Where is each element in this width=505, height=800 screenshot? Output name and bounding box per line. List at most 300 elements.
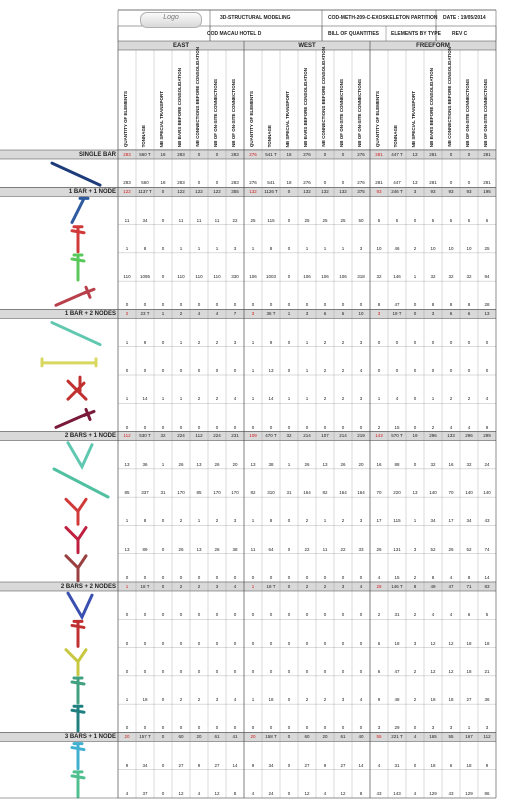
element-row-cell: 8 [449, 302, 453, 308]
element-row-cell: 0 [377, 368, 381, 373]
element-row-cell: 0 [413, 217, 417, 223]
element-row-cell: 2 [413, 575, 417, 580]
element-row-cell: 0 [485, 339, 489, 345]
summary-cell: 3 [305, 310, 309, 316]
element-row-cell: 2 [323, 396, 327, 402]
element-row-cell: 4 [413, 791, 417, 796]
element-row-cell: 0 [161, 546, 165, 552]
element-row-cell: 0 [269, 575, 273, 580]
summary-cell: 13 [484, 310, 490, 316]
summary-cell: 281 [429, 151, 437, 157]
element-row-cell: 31 [286, 490, 292, 496]
element-row-cell: 0 [287, 302, 291, 308]
summary-cell: 4 [215, 310, 219, 316]
element-row-cell: 0 [341, 302, 345, 308]
summary-cell: 157 T [139, 733, 151, 739]
element-row-cell: 13 [250, 461, 256, 467]
element-illustration [66, 650, 86, 675]
element-row-cell: 1 [287, 396, 291, 402]
element-row-cell: 0 [161, 612, 165, 618]
element-row-cell: 0 [179, 725, 183, 731]
element-row-cell: 140 [429, 490, 437, 496]
element-row-cell: 0 [179, 640, 183, 646]
summary-cell: 355 [231, 188, 239, 194]
element-illustration [72, 678, 84, 703]
summary-cell: 18 [160, 151, 166, 157]
element-row-cell: 106 [321, 274, 329, 280]
element-row-cell: 2 [467, 396, 471, 402]
element-row-cell: 560 [141, 180, 149, 186]
element-row-cell: 14 [142, 396, 148, 402]
element-row-cell: 52 [466, 546, 472, 552]
element-row-cell: 1 [179, 396, 183, 402]
element-row-cell: 0 [305, 612, 309, 618]
summary-cell: 112 [483, 733, 491, 739]
element-row-cell: 4 [395, 396, 399, 402]
element-row-cell: 1 [215, 245, 219, 251]
summary-cell: 560 T [139, 151, 151, 157]
summary-cell: 283 [231, 151, 239, 157]
element-row-cell: 34 [268, 762, 274, 768]
element-shape [68, 377, 86, 399]
element-row-cell: 3 [377, 725, 381, 731]
element-row-cell: 110 [123, 274, 131, 280]
category-label: 1 BAR + 1 NODE [68, 188, 116, 195]
element-row-cell: 0 [323, 668, 327, 674]
element-row-cell: 2 [377, 424, 381, 430]
element-row-cell: 22 [232, 217, 238, 223]
column-header-2-2: NB SPECIAL TRANSPORT [411, 90, 416, 147]
element-row-cell: 1095 [139, 274, 150, 280]
summary-cell: 2 [179, 583, 183, 589]
element-row-cell: 11 [322, 546, 328, 552]
element-row-cell: 0 [125, 575, 129, 580]
element-row-cell: 0 [287, 791, 291, 796]
element-row-cell: 4 [467, 424, 471, 430]
element-row-cell: 34 [430, 518, 436, 524]
element-row-cell: 4 [125, 791, 129, 796]
summary-cell: 40 [358, 733, 364, 739]
element-row-cell: 164 [357, 490, 365, 496]
group-title-east: EAST [172, 43, 189, 49]
column-header-1-4: NB CONNECTIONS BEFORE CONSOLIDATION [321, 47, 326, 147]
element-row-cell: 0 [323, 575, 327, 580]
element-row-cell: 0 [233, 368, 237, 373]
column-header-2-0: QUANTITY OF ELEMENTS [375, 90, 380, 147]
column-header-1-1: TONNAGE [267, 124, 272, 147]
element-row-cell: 3 [485, 725, 489, 731]
summary-cell: 122 [123, 188, 131, 194]
element-row-cell: 12 [178, 791, 184, 796]
summary-cell: 2 [125, 310, 129, 316]
element-row-cell: 0 [215, 180, 219, 186]
column-header-0-0: QUANTITY OF ELEMENTS [123, 90, 128, 147]
element-row-cell: 170 [177, 490, 185, 496]
element-row-cell: 18 [394, 640, 400, 646]
element-row-cell: 0 [197, 575, 201, 580]
doc-reference: COD-METH-209-C-EXOSKELETON PARTITION [328, 15, 438, 21]
summary-cell: 2 [323, 583, 327, 589]
element-row-cell: 0 [449, 180, 453, 186]
summary-cell: 6 [467, 310, 471, 316]
element-row-cell: 0 [287, 697, 291, 703]
summary-cell: 1137 T [138, 188, 152, 194]
element-row-cell: 0 [179, 368, 183, 373]
element-row-cell: 0 [449, 339, 453, 345]
element-row-cell: 5 [467, 217, 471, 223]
element-row-cell: 220 [393, 490, 401, 496]
element-row-cell: 0 [431, 339, 435, 345]
element-shape [72, 678, 84, 703]
summary-cell: 93 [448, 188, 454, 194]
column-header-1-3: NB BARS BEFORE CONSOLIDATION [303, 67, 308, 147]
element-row-cell: 0 [269, 424, 273, 430]
element-illustration [72, 227, 84, 252]
summary-cell: 3 [431, 310, 435, 316]
summary-cell: 61 [340, 733, 346, 739]
element-row-cell: 0 [233, 640, 237, 646]
summary-cell: 2 [197, 583, 201, 589]
summary-cell: 112 [123, 433, 131, 439]
element-row-cell: 89 [142, 546, 148, 552]
element-row-cell: 0 [269, 640, 273, 646]
summary-cell: 1 [251, 583, 255, 589]
element-row-cell: 337 [141, 490, 149, 496]
summary-cell: 2 [305, 583, 309, 589]
element-row-cell: 0 [125, 424, 129, 430]
element-row-cell: 17 [448, 518, 454, 524]
category-label: 2 BARS + 1 NODE [64, 433, 116, 440]
element-row-cell: 164 [339, 490, 347, 496]
element-row-cell: 0 [215, 612, 219, 618]
element-row-cell: 0 [197, 368, 201, 373]
element-row-cell: 0 [395, 339, 399, 345]
element-row-cell: 0 [413, 302, 417, 308]
column-header-1-0: QUANTITY OF ELEMENTS [249, 90, 254, 147]
element-row-cell: 0 [305, 302, 309, 308]
element-row-cell: 37 [142, 791, 148, 796]
element-row-cell: 0 [413, 461, 417, 467]
element-row-cell: 0 [287, 762, 291, 768]
element-row-cell: 0 [449, 368, 453, 373]
element-row-cell: 12 [430, 640, 436, 646]
element-illustration [66, 499, 86, 524]
element-row-cell: 22 [304, 546, 310, 552]
element-row-cell: 110 [195, 274, 203, 280]
element-row-cell: 1 [341, 245, 345, 251]
doc-type: BILL OF QUANTITIES [328, 31, 380, 37]
element-row-cell: 32 [430, 461, 436, 467]
summary-cell: 167 [465, 733, 473, 739]
summary-cell: 0 [215, 151, 219, 157]
element-row-cell: 1 [125, 245, 129, 251]
element-row-cell: 276 [357, 180, 365, 186]
element-row-cell: 0 [125, 612, 129, 618]
element-row-cell: 9 [197, 762, 201, 768]
summary-cell: 20 [196, 733, 202, 739]
element-shape [56, 409, 94, 427]
element-row-cell: 3 [413, 546, 417, 552]
element-row-cell: 2 [341, 396, 345, 402]
element-row-cell: 11 [178, 217, 184, 223]
column-header-0-5: NB OF ON-SITE CONNECTIONS [213, 78, 218, 147]
element-row-cell: 143 [393, 791, 401, 796]
element-shape [72, 621, 84, 646]
element-row-cell: 8 [143, 518, 147, 524]
element-row-cell: 18 [466, 640, 472, 646]
summary-cell: 20 [250, 733, 256, 739]
element-row-cell: 13 [412, 490, 418, 496]
element-row-cell: 1 [251, 697, 255, 703]
element-row-cell: 0 [359, 668, 363, 674]
element-illustration [52, 163, 100, 185]
element-row-cell: 5 [377, 217, 381, 223]
element-row-cell: 27 [214, 762, 220, 768]
element-row-cell: 0 [287, 339, 291, 345]
summary-cell: 530 T [139, 433, 151, 439]
element-row-cell: 3 [449, 725, 453, 731]
element-shape [72, 772, 84, 797]
element-row-cell: 1 [125, 396, 129, 402]
element-shape [52, 163, 100, 185]
element-row-cell: 18 [286, 180, 292, 186]
element-illustration [68, 593, 92, 617]
element-row-cell: 4 [449, 612, 453, 618]
summary-cell: 10 [358, 310, 364, 316]
element-row-cell: 0 [233, 302, 237, 308]
element-illustration [68, 377, 86, 399]
element-row-cell: 0 [287, 274, 291, 280]
element-row-cell: 36 [484, 697, 490, 703]
element-row-cell: 0 [287, 612, 291, 618]
element-row-cell: 1 [431, 396, 435, 402]
summary-cell: 276 [249, 151, 257, 157]
element-illustration [56, 409, 94, 427]
element-row-cell: 0 [287, 245, 291, 251]
element-row-cell: 281 [375, 180, 383, 186]
summary-cell: 3 [341, 583, 345, 589]
element-row-cell: 2 [449, 396, 453, 402]
element-row-cell: 9 [251, 762, 255, 768]
element-row-cell: 330 [231, 274, 239, 280]
summary-cell: 132 [249, 188, 257, 194]
element-row-cell: 82 [322, 490, 328, 496]
element-row-cell: 140 [483, 490, 491, 496]
element-row-cell: 0 [359, 575, 363, 580]
element-row-cell: 0 [179, 612, 183, 618]
element-illustration [72, 772, 84, 797]
element-row-cell: 2 [215, 396, 219, 402]
element-row-cell: 48 [394, 697, 400, 703]
column-header-1-2: NB SPECIAL TRANSPORT [285, 90, 290, 147]
element-row-cell: 0 [467, 180, 471, 186]
element-row-cell: 4 [359, 697, 363, 703]
summary-cell: 0 [449, 151, 453, 157]
element-row-cell: 2 [179, 518, 183, 524]
element-row-cell: 8 [431, 575, 435, 580]
element-illustration [72, 255, 84, 280]
element-row-cell: 4 [233, 697, 237, 703]
summary-cell: 0 [467, 151, 471, 157]
element-row-cell: 13 [268, 368, 274, 373]
element-row-cell: 0 [287, 546, 291, 552]
element-row-cell: 3 [233, 245, 237, 251]
summary-cell: 32 [160, 433, 166, 439]
element-row-cell: 14 [268, 396, 274, 402]
element-row-cell: 0 [233, 668, 237, 674]
element-row-cell: 88 [394, 461, 400, 467]
element-row-cell: 6 [449, 762, 453, 768]
summary-cell: 71 [466, 583, 472, 589]
element-row-cell: 3 [215, 697, 219, 703]
element-row-cell: 170 [231, 490, 239, 496]
summary-cell: 132 [303, 188, 311, 194]
element-row-cell: 2 [413, 668, 417, 674]
element-row-cell: 0 [125, 368, 129, 373]
element-row-cell: 1 [179, 339, 183, 345]
element-row-cell: 26 [178, 546, 184, 552]
element-row-cell: 8 [431, 302, 435, 308]
element-row-cell: 0 [323, 180, 327, 186]
element-row-cell: 0 [197, 424, 201, 430]
summary-cell: 7 [233, 310, 237, 316]
element-row-cell: 4 [449, 424, 453, 430]
element-row-cell: 283 [123, 180, 131, 186]
element-row-cell: 24 [484, 461, 490, 467]
summary-cell: 541 T [265, 151, 277, 157]
element-row-cell: 1 [197, 518, 201, 524]
column-header-1-6: NB OF ON-SITE CONNECTIONS [357, 78, 362, 147]
element-row-cell: 85 [196, 490, 202, 496]
element-row-cell: 1 [323, 518, 327, 524]
column-header-0-6: NB OF ON-SITE CONNECTIONS [231, 78, 236, 147]
company-logo-text: Logo [163, 14, 179, 21]
element-row-cell: 1 [251, 368, 255, 373]
summary-cell: 61 [214, 733, 220, 739]
element-row-cell: 0 [323, 725, 327, 731]
element-row-cell: 131 [393, 546, 401, 552]
summary-cell: 93 [430, 188, 436, 194]
summary-cell: 13 [412, 151, 418, 157]
summary-cell: 283 [123, 151, 131, 157]
category-label: 2 BARS + 2 NODES [60, 583, 116, 590]
element-row-cell: 27 [304, 762, 310, 768]
element-row-cell: 0 [413, 339, 417, 345]
element-row-cell: 2 [197, 697, 201, 703]
element-row-cell: 43 [376, 791, 382, 796]
summary-cell: 122 [195, 188, 203, 194]
element-row-cell: 0 [161, 791, 165, 796]
column-header-2-3: NB BARS BEFORE CONSOLIDATION [429, 67, 434, 147]
element-row-cell: 0 [323, 424, 327, 430]
element-row-cell: 10 [430, 245, 436, 251]
element-row-cell: 0 [485, 368, 489, 373]
element-row-cell: 0 [377, 339, 381, 345]
element-row-cell: 1 [125, 697, 129, 703]
element-row-cell: 0 [143, 424, 147, 430]
element-row-cell: 0 [161, 725, 165, 731]
element-row-cell: 0 [413, 725, 417, 731]
element-row-cell: 25 [304, 217, 310, 223]
summary-cell: 299 [483, 433, 491, 439]
element-row-cell: 2 [305, 518, 309, 524]
summary-cell: 0 [161, 583, 165, 589]
summary-cell: 122 [177, 188, 185, 194]
element-row-cell: 0 [215, 424, 219, 430]
element-illustration [56, 287, 94, 305]
element-shape [68, 593, 92, 617]
element-row-cell: 11 [250, 546, 256, 552]
summary-cell: 18 [286, 151, 292, 157]
element-row-cell: 13 [196, 546, 202, 552]
element-row-cell: 12 [448, 640, 454, 646]
element-row-cell: 5 [395, 217, 399, 223]
element-row-cell: 1 [179, 245, 183, 251]
summary-cell: 55 [376, 733, 382, 739]
element-row-cell: 82 [250, 490, 256, 496]
element-row-cell: 0 [341, 640, 345, 646]
element-row-cell: 43 [484, 518, 490, 524]
element-row-cell: 115 [267, 217, 275, 223]
element-row-cell: 9 [143, 339, 147, 345]
summary-cell: 18 T [140, 583, 150, 589]
element-row-cell: 16 [376, 461, 382, 467]
summary-cell: 0 [287, 188, 291, 194]
group-title-west: WEST [298, 43, 316, 49]
element-row-cell: 0 [125, 640, 129, 646]
element-row-cell: 1 [197, 245, 201, 251]
element-row-cell: 32 [466, 274, 472, 280]
element-row-cell: 4 [377, 575, 381, 580]
element-row-cell: 0 [467, 339, 471, 345]
element-row-cell: 0 [413, 762, 417, 768]
element-row-cell: 1 [161, 461, 165, 467]
element-row-cell: 0 [305, 725, 309, 731]
summary-cell: 1 [125, 583, 129, 589]
element-row-cell: 0 [197, 725, 201, 731]
element-row-cell: 0 [143, 640, 147, 646]
element-row-cell: 8 [269, 245, 273, 251]
element-row-cell: 26 [214, 546, 220, 552]
element-row-cell: 0 [161, 339, 165, 345]
element-row-cell: 0 [341, 575, 345, 580]
element-row-cell: 0 [215, 640, 219, 646]
element-row-cell: 18 [142, 697, 148, 703]
summary-cell: 281 [483, 151, 491, 157]
element-row-cell: 47 [394, 668, 400, 674]
element-row-cell: 11 [196, 217, 202, 223]
element-row-cell: 0 [413, 424, 417, 430]
element-row-cell: 0 [287, 368, 291, 373]
element-row-cell: 0 [287, 424, 291, 430]
element-row-cell: 9 [485, 424, 489, 430]
element-row-cell: 2 [323, 697, 327, 703]
element-row-cell: 4 [377, 762, 381, 768]
element-row-cell: 0 [233, 424, 237, 430]
summary-cell: 1126 T [264, 188, 278, 194]
element-row-cell: 0 [359, 640, 363, 646]
element-row-cell: 0 [215, 575, 219, 580]
element-row-cell: 14 [484, 575, 490, 580]
element-row-cell: 1 [305, 339, 309, 345]
group-title-freeform: FREEFORM [416, 43, 450, 49]
summary-cell: 3 [377, 310, 381, 316]
project-name: COD MACAU HOTEL D [207, 31, 262, 37]
element-row-cell: 13 [322, 461, 328, 467]
element-row-cell: 36 [142, 461, 148, 467]
element-row-cell: 0 [251, 302, 255, 308]
element-row-cell: 3 [359, 245, 363, 251]
